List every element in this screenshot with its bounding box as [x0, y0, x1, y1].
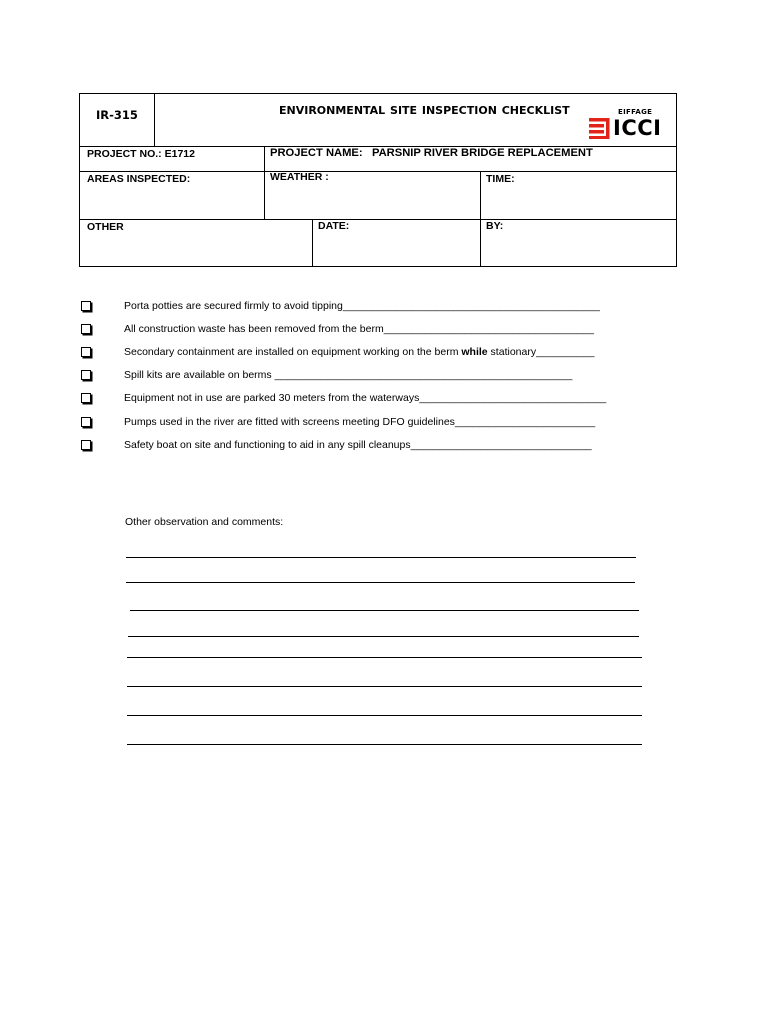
icci-logo-icon — [589, 117, 611, 139]
comment-line[interactable] — [130, 610, 639, 611]
checklist-item[interactable] — [81, 344, 595, 360]
col-divider — [154, 94, 155, 146]
logo-brand-small: EIFFAGE — [618, 108, 653, 116]
time-label: TIME: — [486, 173, 515, 185]
checklist-item[interactable] — [81, 414, 596, 430]
comment-line[interactable] — [127, 715, 642, 716]
col-divider — [480, 171, 481, 266]
checklist-text-part: Secondary containment are installed on equipment working on the berm — [124, 346, 462, 358]
areas-inspected-label: AREAS INSPECTED: — [87, 173, 191, 185]
checkbox[interactable] — [81, 440, 91, 450]
comment-line[interactable] — [127, 744, 642, 745]
checklist-item-text — [124, 346, 594, 358]
comment-line[interactable] — [127, 657, 642, 658]
weather-label: WEATHER : — [270, 171, 329, 183]
weather-field[interactable] — [270, 171, 329, 183]
comment-line[interactable] — [128, 636, 639, 637]
checklist-text-bold: while — [461, 346, 488, 358]
project-no-label: PROJECT NO.: — [87, 148, 162, 160]
checklist-item-text: Equipment not in use are parked 30 meters from the waterways________________________________ — [124, 392, 607, 404]
checklist-item[interactable] — [81, 437, 592, 453]
other-field[interactable] — [87, 221, 124, 233]
header-table — [79, 93, 677, 267]
checklist-item[interactable] — [81, 298, 600, 314]
project-no-field[interactable] — [87, 148, 195, 160]
checklist-item-text: All construction waste has been removed from the berm____________________________________ — [124, 323, 594, 335]
logo-brand: ICCI — [613, 116, 662, 140]
comments-label: Other observation and comments: — [125, 516, 284, 528]
checklist-item[interactable] — [81, 390, 607, 406]
areas-inspected-field[interactable] — [87, 173, 190, 185]
by-label: BY: — [486, 220, 504, 232]
checklist-item-text: Pumps used in the river are fitted with screens meeting DFO guidelines________________________ — [124, 416, 596, 428]
project-name-value: PARSNIP RIVER BRIDGE REPLACEMENT — [371, 147, 593, 159]
date-field[interactable] — [318, 220, 349, 232]
checkbox[interactable] — [81, 393, 91, 403]
checkbox[interactable] — [81, 347, 91, 357]
checkbox[interactable] — [81, 370, 91, 380]
date-label: DATE: — [318, 220, 350, 232]
project-name-field[interactable] — [270, 147, 593, 159]
checklist-item-text: Porta potties are secured firmly to avoid tipping____________________________________________ — [124, 300, 600, 312]
checklist-text-part: stationary__________ — [487, 346, 595, 358]
form-id: IR-315 — [96, 108, 138, 122]
comment-line[interactable] — [126, 582, 635, 583]
row-divider — [80, 171, 676, 172]
checkbox[interactable] — [81, 301, 91, 311]
checklist-item-text: Safety boat on site and functioning to aid in any spill cleanups_______________________________ — [124, 439, 592, 451]
col-divider — [264, 146, 265, 219]
company-logo — [589, 106, 669, 142]
form-title: ENVIRONMENTAL SITE INSPECTION CHECKLIST — [279, 104, 570, 117]
checkbox[interactable] — [81, 324, 91, 334]
comment-line[interactable] — [126, 557, 636, 558]
by-field[interactable] — [486, 220, 503, 232]
checklist-item[interactable] — [81, 321, 594, 337]
project-name-label: PROJECT NAME: — [270, 147, 363, 159]
checklist-item[interactable] — [81, 367, 573, 383]
checkbox[interactable] — [81, 417, 91, 427]
time-field[interactable] — [486, 173, 515, 185]
row-divider — [80, 219, 676, 220]
comment-line[interactable] — [127, 686, 642, 687]
other-label: OTHER — [87, 221, 124, 233]
checklist-item-text: Spill kits are available on berms ___________________________________________________ — [124, 369, 573, 381]
project-no-value: E1712 — [164, 148, 195, 160]
col-divider — [312, 219, 313, 266]
